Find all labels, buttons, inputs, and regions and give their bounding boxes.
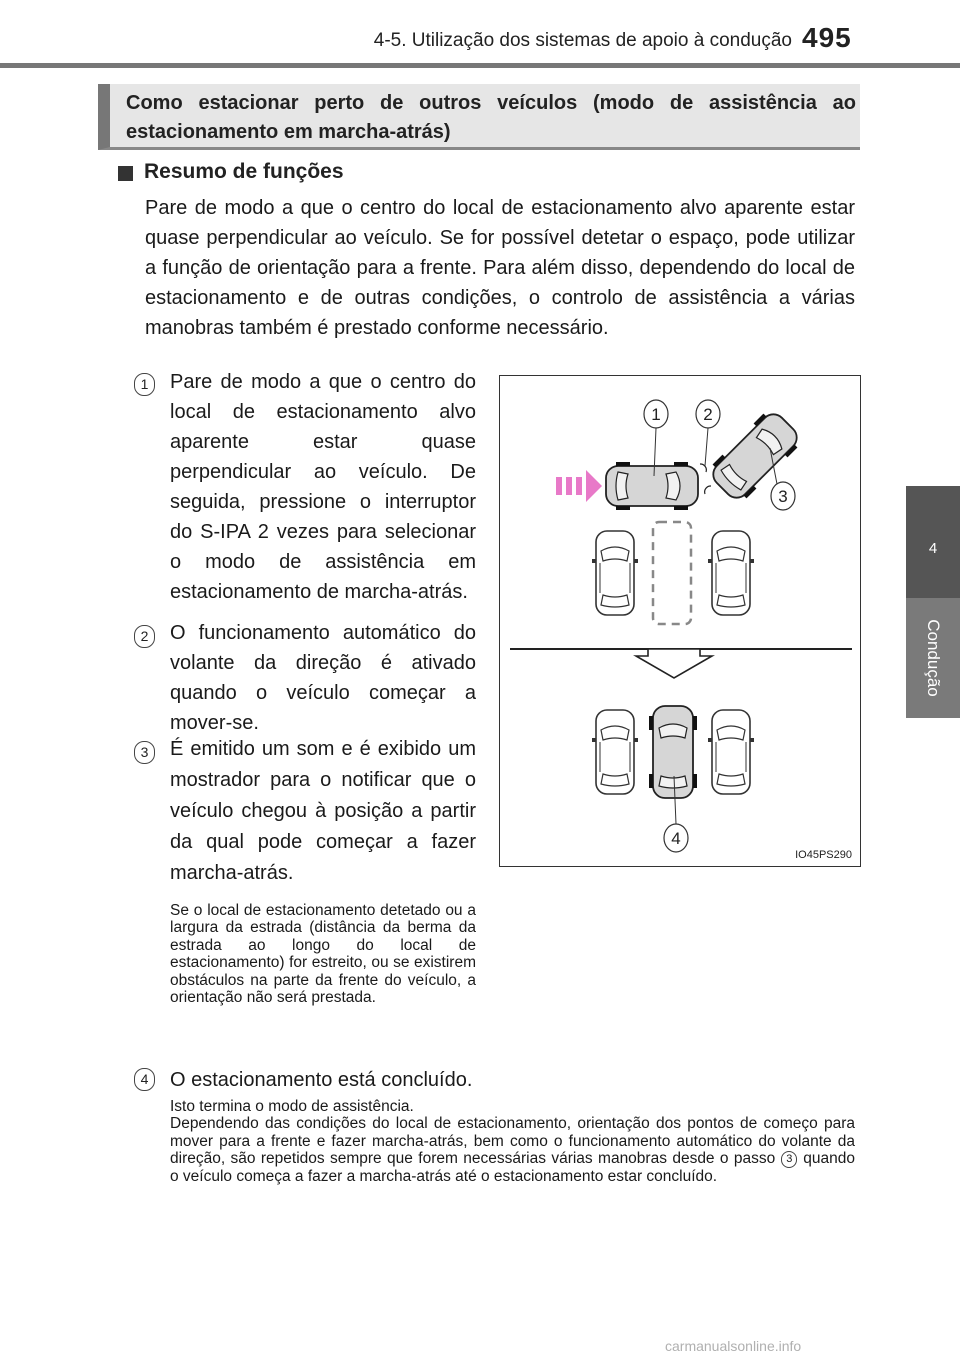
parked-car-left-bottom <box>592 710 638 794</box>
down-arrow-icon <box>636 649 712 678</box>
vehicle-forward-position <box>606 462 698 510</box>
section-title-box <box>98 84 860 150</box>
step-number-3: 3 <box>134 741 155 764</box>
parking-diagram <box>500 376 860 866</box>
step-4-note-line1: Isto termina o modo de assistência. <box>170 1098 414 1115</box>
vehicle-parked <box>649 706 697 798</box>
step-3-text: É emitido um som e é exibido um mostrador para o notificar que o veículo chegou à posição a partir da qual pode começar a fazer marcha-atrás. <box>170 738 476 884</box>
running-header-title: 4-5. Utilização dos sistemas de apoio à condução <box>373 30 792 51</box>
step-number-2: 2 <box>134 625 155 648</box>
step-4-note-part1: Dependendo das condições do local de estacionamento, orientação dos pontos de começo para mover para a frente e fazer marcha-atrás, bem como o funcionamento automático do volante da direção, são repetidos sempre que forem necessárias várias manobras desde o passo <box>170 1115 855 1168</box>
step-ref-3: 3 <box>781 1151 797 1168</box>
target-parking-space <box>653 522 691 624</box>
chapter-number: 4 <box>928 540 938 557</box>
callout-3-label: 3 <box>778 487 788 506</box>
callout-2-label: 2 <box>703 405 713 424</box>
callout-4-label: 4 <box>671 829 681 848</box>
step-1-text: Pare de modo a que o centro do local de estacionamento alvo aparente estar quase perpendicular ao veículo. De seguida, pressione o interruptor do S-IPA 2 vezes para selecionar o modo de assistência em estacionamento de marcha-atrás. <box>170 371 476 603</box>
chapter-label: Condução <box>924 619 943 697</box>
section-title: Como estacionar perto de outros veículos (modo de assistência ao estacionamento em marcha-atrás) <box>126 92 856 143</box>
step-3-note: Se o local de estacionamento detetado ou a largura da estrada (distância da berma da estrada ao longo do local de estacionamento) for estreito, ou se existirem obstáculos na parte da frente do veículo, a orientação não será prestada. <box>170 902 476 1007</box>
figure-code: IO45PS290 <box>795 849 852 861</box>
header-rule <box>0 63 960 68</box>
square-bullet-icon <box>118 166 133 181</box>
parking-diagram-figure <box>499 375 861 867</box>
page-number: 495 <box>802 22 852 53</box>
step-4-note <box>170 1098 855 1186</box>
step-number-4: 4 <box>134 1068 155 1091</box>
callout-1-label: 1 <box>651 405 661 424</box>
step-2-text: O funcionamento automático do volante da direção é ativado quando o veículo começar a mover-se. <box>170 622 476 734</box>
summary-heading: Resumo de funções <box>144 160 344 183</box>
summary-paragraph: Pare de modo a que o centro do local de estacionamento alvo aparente estar quase perpendicular ao veículo. Se for possível detetar o espaço, pode utilizar a função de orientação para a frente. Para além disso, dependendo do local de estacionamento e de outras condições, o controlo de assistência a várias manobras também é prestado conforme necessário. <box>145 197 855 339</box>
watermark: carmanualsonline.info <box>665 1338 802 1354</box>
parked-car-right-top <box>708 531 754 615</box>
parked-car-left-top <box>592 531 638 615</box>
chapter-label-box <box>906 598 960 718</box>
step-4-note-body <box>170 1115 855 1185</box>
step-number-1: 1 <box>134 373 155 396</box>
parked-car-right-bottom <box>708 710 754 794</box>
step-4-text: O estacionamento está concluído. <box>170 1069 473 1091</box>
step-4-note-part2: quando o veículo começa a fazer a marcha-atrás até o estacionamento estar concluído. <box>170 1150 855 1186</box>
forward-guide-arrow-icon <box>556 470 602 502</box>
